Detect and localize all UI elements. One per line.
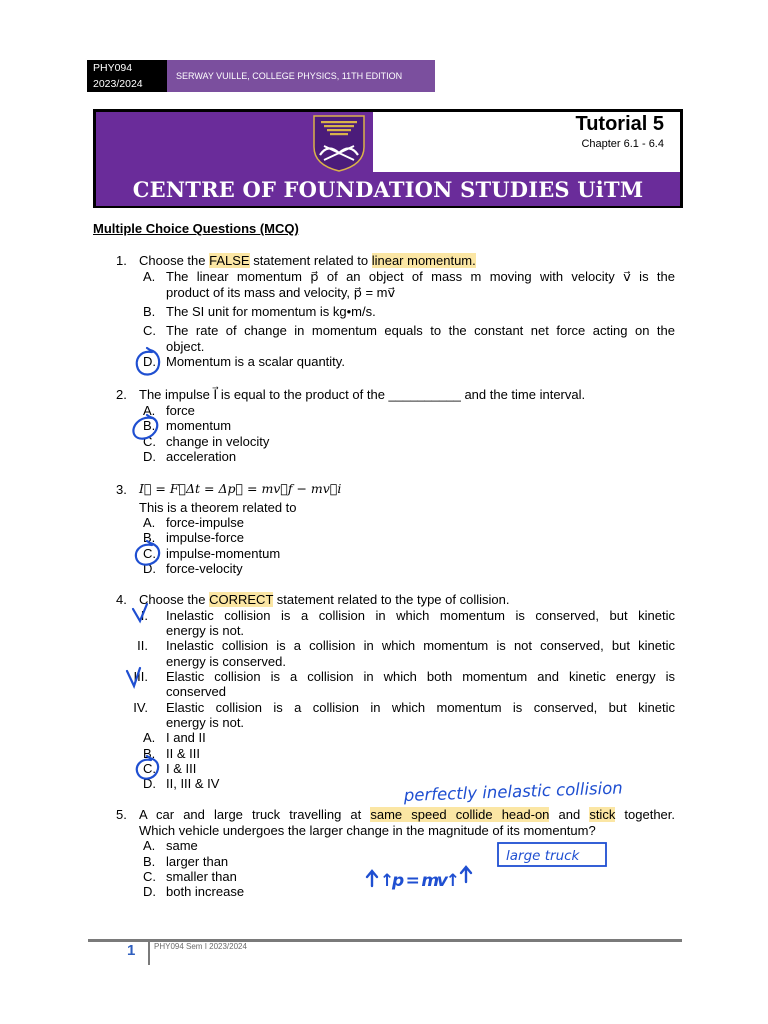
option-c: smaller than xyxy=(166,869,237,884)
up-arrow-icon xyxy=(461,867,471,882)
option-d: II, III & IV xyxy=(166,776,220,791)
option-c: I & III xyxy=(166,761,197,776)
handwritten-note-momentum: ↑p = mv↑ xyxy=(380,871,460,891)
option-b: momentum xyxy=(166,418,232,433)
question-number: 2. xyxy=(116,387,127,402)
question-text-line2: Which vehicle undergoes the larger change in the magnitude of its momentum? xyxy=(139,823,596,838)
highlight-stick: stick xyxy=(589,807,616,822)
option-b: The SI unit for momentum is kg•m/s. xyxy=(166,304,376,319)
option-c: change in velocity xyxy=(166,434,270,449)
highlight-false: FALSE xyxy=(209,253,250,268)
option-label: B. xyxy=(143,746,156,761)
option-a: force-impulse xyxy=(166,515,245,530)
answer-circle-q2 xyxy=(133,415,157,439)
highlight-same-speed: same speed collide head-on xyxy=(370,807,550,822)
option-d: acceleration xyxy=(166,449,237,464)
statement-iv-line2: energy is not. xyxy=(166,715,245,730)
option-label: B. xyxy=(143,854,156,869)
highlight-linear-momentum: linear momentum. xyxy=(371,253,476,268)
handwritten-note-large-truck: large truck xyxy=(506,848,580,864)
option-label: D. xyxy=(143,354,156,369)
option-label: A. xyxy=(143,838,156,853)
question-number: 3. xyxy=(116,482,127,497)
option-label: A. xyxy=(143,403,156,418)
option-label: B. xyxy=(143,530,156,545)
option-label: C. xyxy=(143,869,156,884)
statement-label: II. xyxy=(137,638,148,653)
course-code: PHY094 xyxy=(93,62,133,74)
text-run: together. xyxy=(615,807,676,822)
option-label: C. xyxy=(143,546,156,561)
statement-iv-line1: Elastic collision is a collision in which momentum is conserved, but kinetic xyxy=(166,700,675,715)
footer-text: PHY094 Sem I 2023/2024 xyxy=(154,942,247,951)
option-a: I and II xyxy=(166,730,206,745)
tick-mark-i xyxy=(133,604,147,621)
impulse-momentum-equation: I⃗ = F⃗Δt = Δp⃗ = mv⃗f − mv⃗i xyxy=(139,481,342,496)
option-label: C. xyxy=(143,323,156,338)
question-number: 5. xyxy=(116,807,127,822)
text-run: and xyxy=(549,807,590,822)
answer-circle-q4 xyxy=(137,756,158,779)
option-label: D. xyxy=(143,884,156,899)
up-arrow-icon xyxy=(367,871,377,886)
option-a-line2: product of its mass and velocity, p⃗ = mv⃗ xyxy=(166,285,396,300)
option-c-line2: object. xyxy=(166,339,205,354)
course-session: 2023/2024 xyxy=(93,78,143,90)
footer-divider xyxy=(148,941,150,965)
option-a: same xyxy=(166,838,198,853)
option-b: II & III xyxy=(166,746,200,761)
question-number: 4. xyxy=(116,592,127,607)
statement-i-line2: energy is not. xyxy=(166,623,245,638)
centre-name: CENTRE OF FOUNDATION STUDIES UiTM xyxy=(132,177,644,202)
question-text: This is a theorem related to xyxy=(139,500,297,515)
option-label: D. xyxy=(143,449,156,464)
text-run: A car and large truck travelling at xyxy=(139,807,371,822)
statement-label: III. xyxy=(133,669,148,684)
statement-label: I. xyxy=(140,608,148,623)
statement-iii-line1: Elastic collision is a collision in which both momentum and kinetic energy is xyxy=(166,669,675,684)
option-label: A. xyxy=(143,730,156,745)
option-label: A. xyxy=(143,515,156,530)
option-label: B. xyxy=(143,304,156,319)
option-d: force-velocity xyxy=(166,561,243,576)
option-b: larger than xyxy=(166,854,229,869)
question-text: The impulse I⃗ is equal to the product of the __________ and the time interval. xyxy=(139,387,586,402)
question-number: 1. xyxy=(116,253,127,268)
option-c-line1: The rate of change in momentum equals to the constant net force acting on the xyxy=(166,323,675,338)
answer-circle-q3 xyxy=(136,541,159,565)
option-a-line1: The linear momentum p⃗ of an object of mass m moving with velocity v⃗ is the xyxy=(166,269,675,284)
tutorial-title: Tutorial 5 xyxy=(575,113,664,135)
section-title: Multiple Choice Questions (MCQ) xyxy=(93,221,299,236)
tick-mark-iii xyxy=(127,668,140,686)
option-label: C. xyxy=(143,434,156,449)
text-run: Choose the xyxy=(139,253,210,268)
statement-ii-line2: energy is conserved. xyxy=(166,654,286,669)
handwritten-note-collision: perfectly inelastic collision xyxy=(403,778,624,805)
option-label: B. xyxy=(143,418,156,433)
option-a: force xyxy=(166,403,195,418)
option-label: D. xyxy=(143,776,156,791)
answer-circle-q1 xyxy=(137,348,159,375)
statement-label: IV. xyxy=(133,700,148,715)
text-run: Choose the xyxy=(139,592,210,607)
option-label: C. xyxy=(143,761,156,776)
text-run: statement related to the type of collision. xyxy=(273,592,510,607)
statement-i-line1: Inelastic collision is a collision in which momentum is conserved, but kinetic xyxy=(166,608,675,623)
text-run: statement related to xyxy=(249,253,372,268)
option-label: A. xyxy=(143,269,156,284)
textbook-label: SERWAY VUILLE, COLLEGE PHYSICS, 11TH EDITION xyxy=(167,60,435,92)
statement-ii-line1: Inelastic collision is a collision in which momentum is not conserved, but kinetic xyxy=(166,638,675,653)
highlight-correct: CORRECT xyxy=(209,592,274,607)
statement-iii-line2: conserved xyxy=(166,684,226,699)
option-d: both increase xyxy=(166,884,245,899)
option-d: Momentum is a scalar quantity. xyxy=(166,354,345,369)
chapter-range: Chapter 6.1 - 6.4 xyxy=(581,138,664,150)
option-c: impulse-momentum xyxy=(166,546,281,561)
option-b: impulse-force xyxy=(166,530,245,545)
page-number: 1 xyxy=(127,942,136,959)
option-label: D. xyxy=(143,561,156,576)
